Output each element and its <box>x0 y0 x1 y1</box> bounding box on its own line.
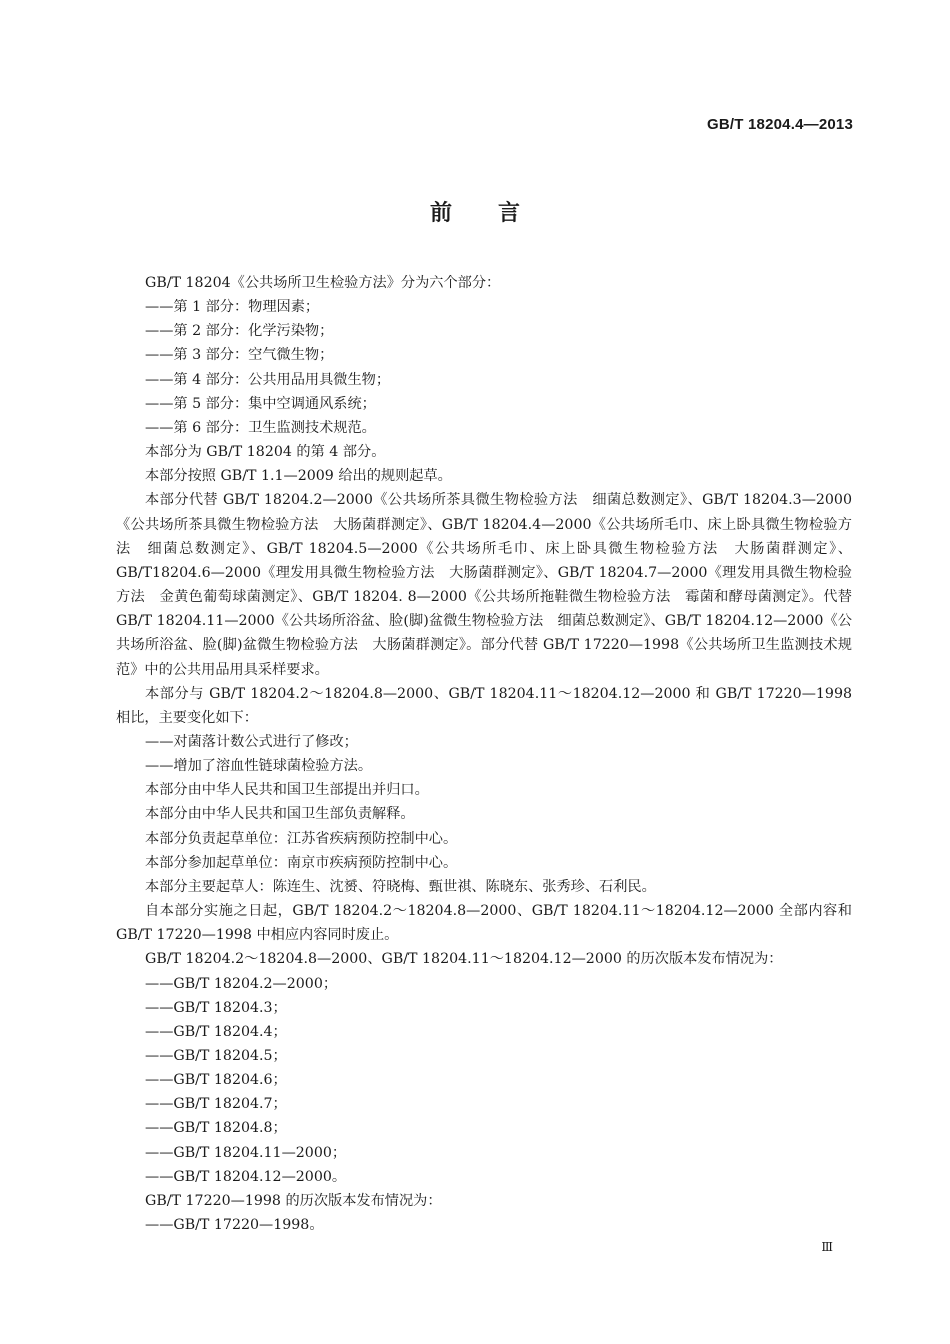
paragraph: 本部分按照 GB/T 1.1—2009 给出的规则起草。 <box>145 468 452 485</box>
list-item: ——对菌落计数公式进行了修改； <box>145 733 358 750</box>
list-item: ——第 3 部分：空气微生物； <box>145 347 334 364</box>
paragraph: 本部分负责起草单位：江苏省疾病预防控制中心。 <box>145 830 458 847</box>
list-item: ——GB/T 18204.7； <box>145 1096 287 1113</box>
paragraph: 本部分为 GB/T 18204 的第 4 部分。 <box>145 444 386 461</box>
paragraph: GB/T 18204.2～18204.8—2000、GB/T 18204.11～18204.12—2000 的历次版本发布情况为： <box>145 951 783 968</box>
list-item: ——GB/T 18204.6； <box>145 1072 287 1089</box>
list-item: ——第 4 部分：公共用品用具微生物； <box>145 371 391 388</box>
list-item: ——GB/T 18204.2—2000； <box>145 975 338 992</box>
paragraph: 本部分主要起草人：陈连生、沈赟、符晓梅、甄世祺、陈晓东、张秀珍、石利民。 <box>145 878 656 895</box>
list-item: ——增加了溶血性链球菌检验方法。 <box>145 758 373 775</box>
list-item: ——GB/T 18204.5； <box>145 1048 287 1064</box>
list-item: ——第 5 部分：集中空调通风系统； <box>145 395 376 412</box>
paragraph: 本部分由中华人民共和国卫生部负责解释。 <box>145 806 415 823</box>
list-item: ——第 6 部分：卫生监测技术规范。 <box>145 419 376 436</box>
standard-code: GB/T 18204.4—2013 <box>707 116 853 133</box>
paragraph: 本部分由中华人民共和国卫生部提出并归口。 <box>145 782 429 799</box>
paragraph: GB/T 17220—1998 的历次版本发布情况为： <box>145 1192 442 1209</box>
list-item: ——第 2 部分：化学污染物； <box>145 323 334 340</box>
page-title: 前言 <box>429 201 566 226</box>
list-item: ——GB/T 18204.11—2000； <box>145 1144 347 1161</box>
list-item: ——第 1 部分：物理因素； <box>145 299 320 316</box>
paragraph: 自本部分实施之日起，GB/T 18204.2～18204.8—2000、GB/T 18204.11～18204.12—2000 全部内容和 GB/T 17220—1998 中相应内容同时废止。 <box>116 903 852 944</box>
list-item: ——GB/T 18204.12—2000。 <box>145 1168 347 1185</box>
list-item: ——GB/T 18204.4； <box>145 1023 287 1040</box>
page-number: Ⅲ <box>821 1240 832 1254</box>
paragraph: 本部分与 GB/T 18204.2～18204.8—2000、GB/T 18204.11～18204.12—2000 和 GB/T 17220—1998 相比，主要变化如下： <box>116 685 852 726</box>
paragraph: 本部分参加起草单位：南京市疾病预防控制中心。 <box>145 854 458 871</box>
foreword-body <box>116 271 852 1237</box>
list-item: ——GB/T 18204.3； <box>145 999 287 1016</box>
paragraph: 本部分代替 GB/T 18204.2—2000《公共场所茶具微生物检验方法 细菌总数测定》、GB/T 18204.3—2000《公共场所茶具微生物检验方法 大肠菌群测定》、GB/T 18204.4—2000《公共场所毛巾、床上卧具微生物检验方法 细菌总数测定》、GB/T 18204.5—2000《公共场所毛巾、床上卧具微生物检验方法 大肠菌群测定》、GB/T18204.6—2000《理发用具微生物检验方法 大肠菌群测定》、GB/T 18204.7—2000《理发用具微生物检验方法 金黄色葡萄球菌测定》、GB/T 18204. 8—2000《公共场所拖鞋微生物检验方法 霉菌和酵母菌测定》。代替 GB/T 18204.11—2000《公共场所浴盆、脸(脚)盆微生物检验方法 细菌总数测定》、GB/T 18204.12—2000《公共场所浴盆、脸(脚)盆微生物检验方法 大肠菌群测定》。部分代替 GB/T 17220—1998《公共场所卫生监测技术规范》中的公共用品用具采样要求。 <box>116 492 852 678</box>
list-item: ——GB/T 18204.8； <box>145 1120 287 1137</box>
list-item: ——GB/T 17220—1998。 <box>145 1217 324 1234</box>
paragraph: GB/T 18204《公共场所卫生检验方法》分为六个部分： <box>145 275 501 291</box>
